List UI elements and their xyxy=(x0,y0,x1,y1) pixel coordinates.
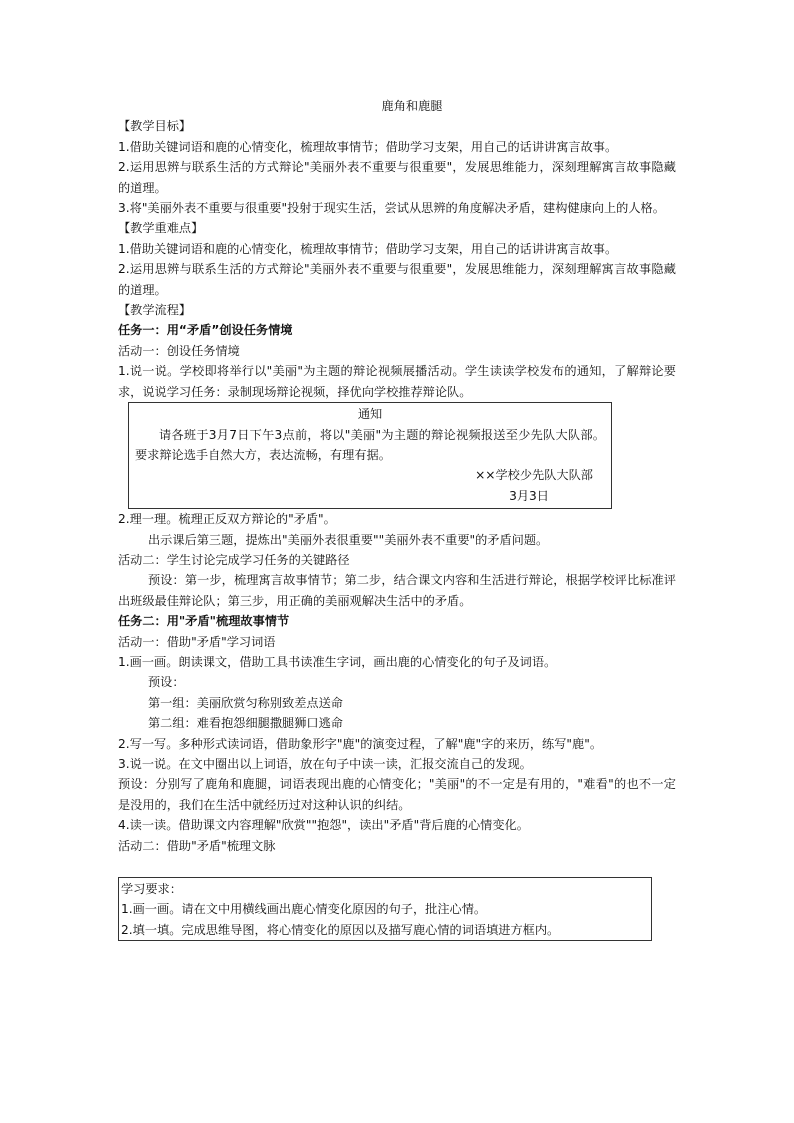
task1-step1: 1.说一说。学校即将举行以"美丽"为主题的辩论视频展播活动。学生读读学校发布的通知，了解辩论要求，说说学习任务：录制现场辩论视频，择优向学校推荐辩论队。 xyxy=(118,364,676,399)
task2-step4: 4.读一读。借助课文内容理解"欣赏""抱怨"，读出"矛盾"背后鹿的心情变化。 xyxy=(118,818,529,833)
task1-activity2-detail: 预设：第一步，梳理寓言故事情节；第二步，结合课文内容和生活进行辩论，根据学校评比标准评出班级最佳辩论队；第三步，用正确的美丽观解决生活中的矛盾。 xyxy=(118,573,676,608)
task1-step2: 2.理一理。梳理正反双方辩论的"矛盾"。 xyxy=(118,512,336,527)
task2-activity1: 活动一：借助"矛盾"学习词语 xyxy=(118,634,276,649)
task2-step3: 3.说一说。在文中圈出以上词语，放在句子中读一读，汇报交流自己的发现。 xyxy=(118,757,532,771)
task2-step2: 2.写一写。多种形式读词语，借助象形字"鹿"的演变过程，了解"鹿"字的来历，练写"鹿"。 xyxy=(118,736,603,751)
task1-activity1: 活动一：创设任务情境 xyxy=(118,343,240,358)
task1-activity2: 活动二：学生讨论完成学习任务的关键路径 xyxy=(118,552,350,567)
notice-date: 3月3日 xyxy=(509,488,549,503)
objective-item: 2.运用思辨与联系生活的方式辩论"美丽外表不重要与很重要"，发展思维能力，深刻理解寓言故事隐藏的道理。 xyxy=(118,160,676,195)
keypoint-item: 2.运用思辨与联系生活的方式辩论"美丽外表不重要与很重要"，发展思维能力，深刻理解寓言故事隐藏的道理。 xyxy=(118,262,676,297)
lesson-plan-page xyxy=(118,96,676,941)
process-heading: 【教学流程】 xyxy=(118,303,192,318)
notice-body: 请各班于3月7日下午3点前，将以"美丽"为主题的辩论视频报送至少先队大队部。要求辩论选手自然大方，表达流畅，有理有据。 xyxy=(135,427,605,462)
task2-step3-preset: 预设：分别写了鹿角和鹿腿，词语表现出鹿的心情变化；"美丽"的不一定是有用的，"难看"的也不一定是没用的，我们在生活中就经历过对这种认识的纠结。 xyxy=(118,777,676,812)
task2-title: 任务二：用"矛盾"梳理故事情节 xyxy=(118,614,290,629)
requirements-box xyxy=(118,877,652,941)
objective-item: 3.将"美丽外表不重要与很重要"投射于现实生活，尝试从思辨的角度解决矛盾，建构健康向上的人格。 xyxy=(118,201,665,216)
keypoint-item: 1.借助关键词语和鹿的心情变化，梳理故事情节；借助学习支架，用自己的话讲讲寓言故事。 xyxy=(118,241,618,256)
keypoints-heading: 【教学重难点】 xyxy=(118,221,204,236)
notice-signature: ××学校少先队大队部 xyxy=(475,468,593,483)
requirement-item: 1.画一画。请在文中用横线画出鹿心情变化原因的句子，批注心情。 xyxy=(121,902,487,917)
objectives-heading: 【教学目标】 xyxy=(118,119,192,134)
task2-step1: 1.画一画。朗读课文，借助工具书读准生字词，画出鹿的心情变化的句子及词语。 xyxy=(118,654,557,669)
word-group-1: 第一组：美丽欣赏匀称别致差点送命 xyxy=(148,695,343,710)
task1-title: 任务一：用“矛盾”创设任务情境 xyxy=(118,323,293,338)
requirement-item: 2.填一填。完成思维导图，将心情变化的原因以及描写鹿心情的词语填进方框内。 xyxy=(121,922,560,937)
word-group-2: 第二组：难看抱怨细腿撒腿狮口逃命 xyxy=(148,716,343,731)
task2-activity2: 活动二：借助"矛盾"梳理文脉 xyxy=(118,838,276,853)
notice-box xyxy=(128,402,612,509)
task1-step2-detail: 出示课后第三题，提炼出"美丽外表很重要""美丽外表不重要"的矛盾问题。 xyxy=(148,532,549,547)
requirements-heading: 学习要求： xyxy=(121,882,182,897)
objective-item: 1.借助关键词语和鹿的心情变化，梳理故事情节；借助学习支架，用自己的话讲讲寓言故事。 xyxy=(118,139,618,154)
document-title: 鹿角和鹿腿 xyxy=(381,99,443,113)
preset-label: 预设： xyxy=(148,675,185,690)
notice-heading: 通知 xyxy=(357,407,383,422)
